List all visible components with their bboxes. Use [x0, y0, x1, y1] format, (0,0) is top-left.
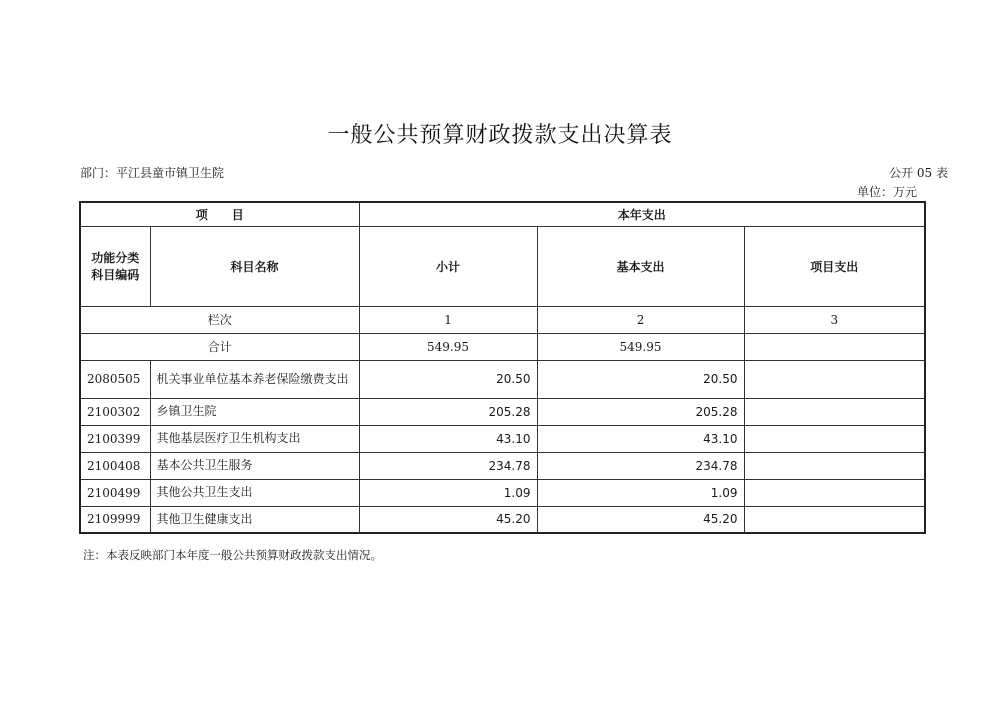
row-name: 机关事业单位基本养老保险缴费支出	[150, 360, 359, 398]
column-index-row	[80, 306, 925, 333]
header-row-2	[80, 226, 925, 306]
code-header-line2: 科目编码	[91, 268, 140, 282]
table-row	[80, 506, 925, 533]
row-name: 乡镇卫生院	[150, 398, 359, 425]
code-header-line1: 功能分类	[91, 251, 140, 265]
row-code: 2100408	[80, 452, 150, 479]
row-name: 其他卫生健康支出	[150, 506, 359, 533]
form-number: 公开 05 表	[889, 166, 948, 180]
header-row-1	[80, 202, 925, 226]
column-index-3: 3	[744, 306, 925, 333]
table-row	[80, 360, 925, 398]
total-label: 合计	[80, 333, 359, 360]
total-row	[80, 333, 925, 360]
row-basic: 1.09	[537, 479, 744, 506]
row-subtotal: 1.09	[359, 479, 537, 506]
row-project	[744, 506, 925, 533]
column-index-label: 栏次	[80, 306, 359, 333]
table-row	[80, 398, 925, 425]
subtotal-header: 小计	[359, 226, 537, 306]
document-title: 一般公共预算财政拨款支出决算表	[327, 123, 673, 148]
row-subtotal: 20.50	[359, 360, 537, 398]
department-label: 部门：平江县童市镇卫生院	[80, 166, 225, 180]
table-row	[80, 452, 925, 479]
row-basic: 43.10	[537, 425, 744, 452]
table-row	[80, 479, 925, 506]
row-basic: 45.20	[537, 506, 744, 533]
footnote: 注：本表反映部门本年度一般公共预算财政拨款支出情况。	[83, 548, 382, 562]
row-project	[744, 398, 925, 425]
expenditure-table	[79, 201, 926, 534]
column-index-1: 1	[359, 306, 537, 333]
row-name: 其他基层医疗卫生机构支出	[150, 425, 359, 452]
row-subtotal: 45.20	[359, 506, 537, 533]
row-project	[744, 479, 925, 506]
basic-header: 基本支出	[537, 226, 744, 306]
row-code: 2100302	[80, 398, 150, 425]
total-basic: 549.95	[537, 333, 744, 360]
total-project	[744, 333, 925, 360]
row-basic: 20.50	[537, 360, 744, 398]
project-header: 项目支出	[744, 226, 925, 306]
current-year-header: 本年支出	[359, 202, 925, 226]
row-project	[744, 360, 925, 398]
row-code: 2100499	[80, 479, 150, 506]
subject-name-header: 科目名称	[150, 226, 359, 306]
table-row	[80, 425, 925, 452]
row-code: 2080505	[80, 360, 150, 398]
row-code: 2100399	[80, 425, 150, 452]
item-header: 项 目	[80, 202, 359, 226]
row-basic: 234.78	[537, 452, 744, 479]
row-basic: 205.28	[537, 398, 744, 425]
code-header	[80, 226, 150, 306]
unit-label: 单位：万元	[856, 185, 917, 199]
total-subtotal: 549.95	[359, 333, 537, 360]
column-index-2: 2	[537, 306, 744, 333]
row-project	[744, 452, 925, 479]
row-subtotal: 234.78	[359, 452, 537, 479]
row-subtotal: 43.10	[359, 425, 537, 452]
row-name: 其他公共卫生支出	[150, 479, 359, 506]
row-subtotal: 205.28	[359, 398, 537, 425]
row-project	[744, 425, 925, 452]
row-code: 2109999	[80, 506, 150, 533]
row-name: 基本公共卫生服务	[150, 452, 359, 479]
